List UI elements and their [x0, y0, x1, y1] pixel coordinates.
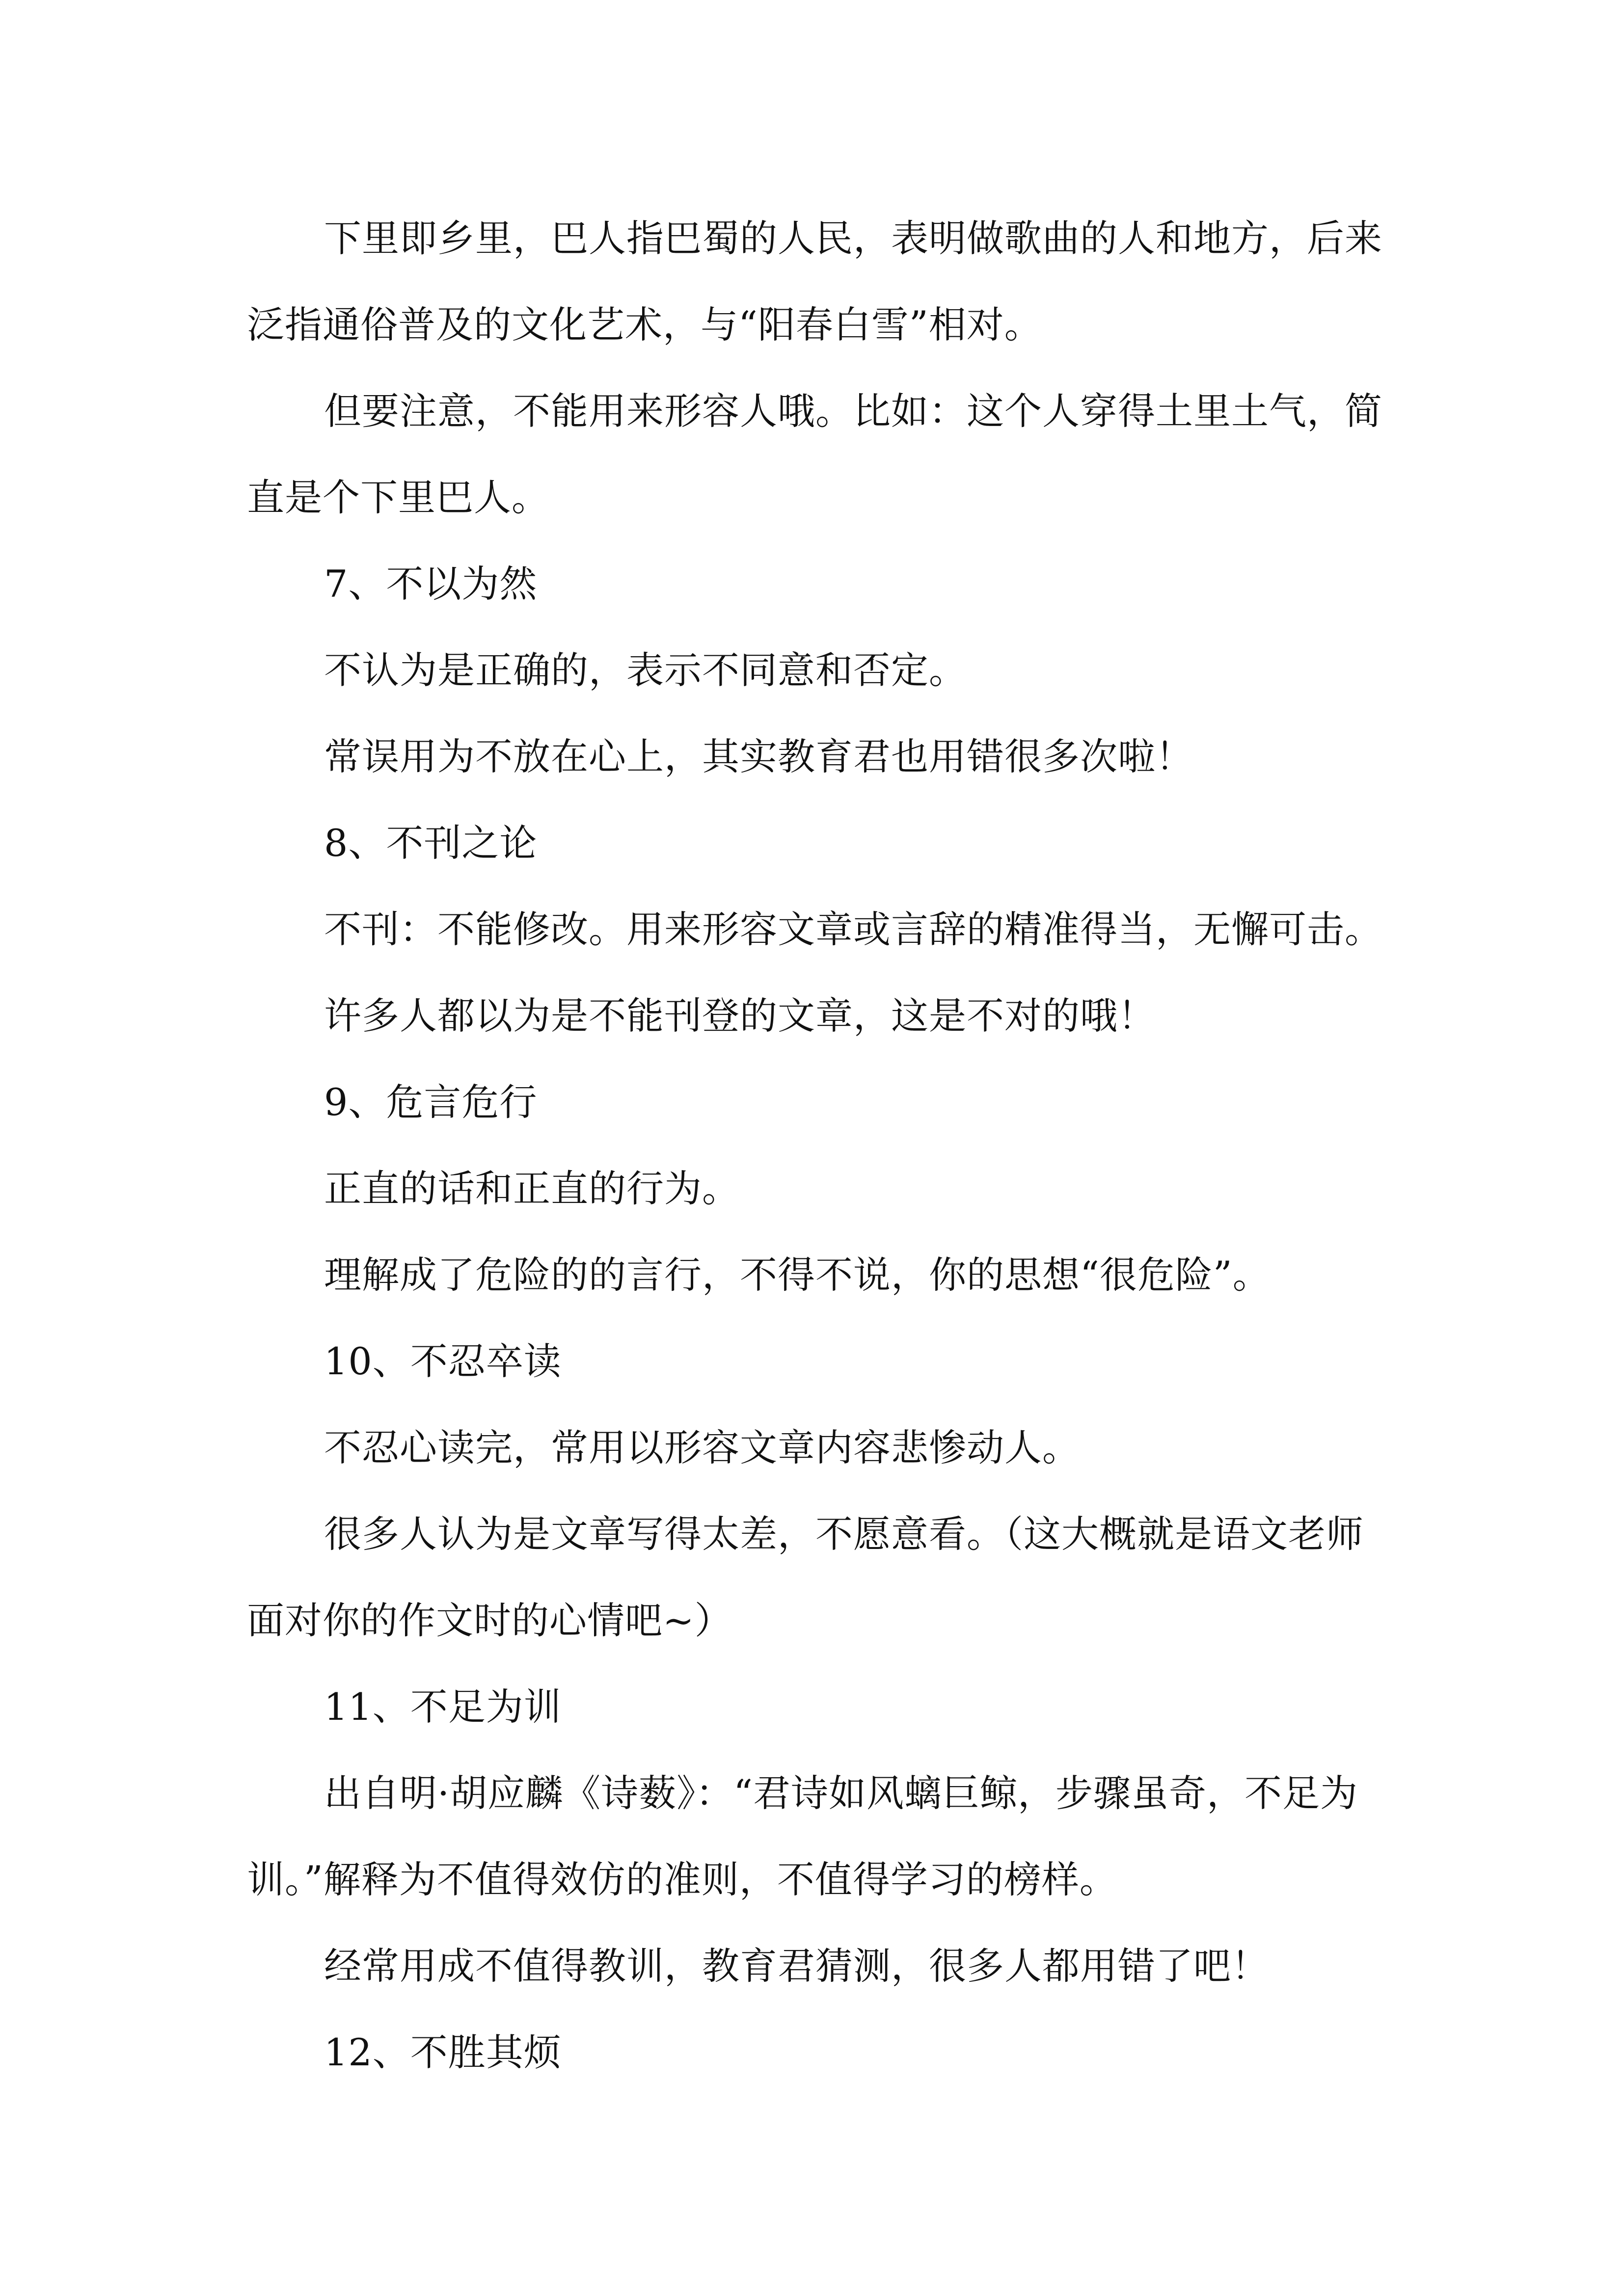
paragraph-line: 正直的话和正直的行为。 [324, 1167, 740, 1210]
section-heading: 8、不刊之论 [324, 821, 538, 865]
paragraph-line: 很多人认为是文章写得太差，不愿意看。（这大概就是语文老师 [324, 1512, 1364, 1556]
paragraph-line: 不认为是正确的，表示不同意和否定。 [324, 648, 967, 692]
paragraph-line: 出自明·胡应麟《诗薮》：“君诗如风螭巨鲸，步骤虽奇，不足为 [324, 1771, 1358, 1815]
paragraph-line: 但要注意，不能用来形容人哦。比如：这个人穿得土里土气，简 [324, 389, 1382, 433]
section-heading: 9、危言危行 [324, 1080, 538, 1124]
paragraph-line: 常误用为不放在心上，其实教育君也用错很多次啦！ [324, 735, 1193, 778]
section-heading: 11、不足为训 [324, 1685, 562, 1729]
paragraph-line: 直是个下里巴人。 [247, 476, 549, 519]
paragraph-line: 理解成了危险的的言行，不得不说，你的思想“很危险”。 [324, 1253, 1271, 1297]
paragraph-line: 不忍心读完，常用以形容文章内容悲惨动人。 [324, 1426, 1080, 1469]
paragraph-line: 面对你的作文时的心情吧~） [247, 1599, 732, 1642]
paragraph-line: 泛指通俗普及的文化艺术，与“阳春白雪”相对。 [247, 303, 1042, 347]
section-heading: 7、不以为然 [324, 562, 538, 606]
paragraph-line: 训。”解释为不值得效仿的准则，不值得学习的榜样。 [247, 1858, 1117, 1901]
paragraph-line: 许多人都以为是不能刊登的文章，这是不对的哦！ [324, 994, 1156, 1038]
section-heading: 10、不忍卒读 [324, 1339, 562, 1383]
section-heading: 12、不胜其烦 [324, 2030, 562, 2074]
paragraph-line: 经常用成不值得教训，教育君猜测，很多人都用错了吧！ [324, 1944, 1269, 1988]
paragraph-line: 不刊：不能修改。用来形容文章或言辞的精准得当，无懈可击。 [324, 908, 1382, 951]
paragraph-line: 下里即乡里，巴人指巴蜀的人民，表明做歌曲的人和地方，后来 [324, 216, 1382, 260]
